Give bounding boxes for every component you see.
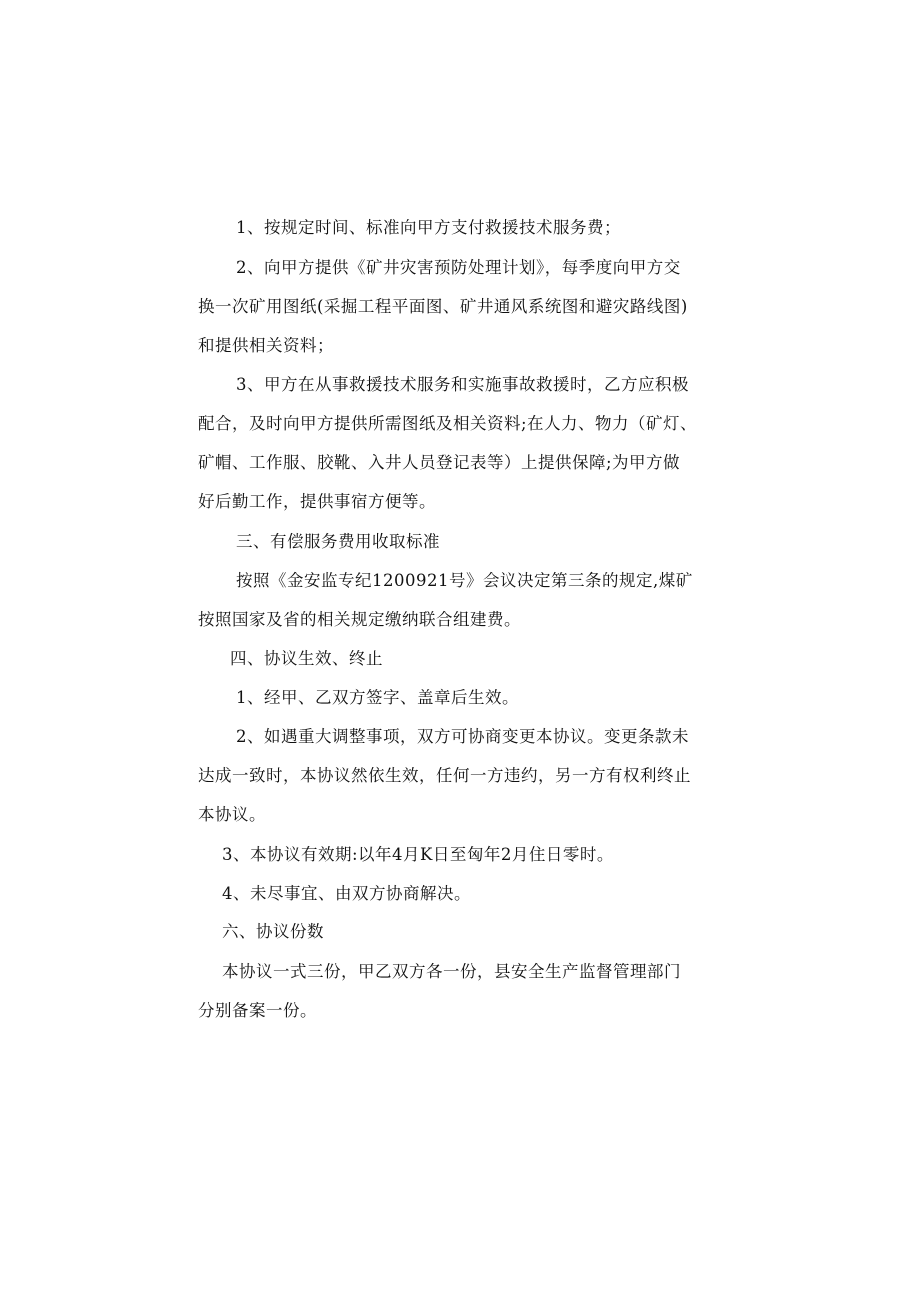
- section-heading: 三、有偿服务费用收取标准: [236, 532, 440, 551]
- paragraph-line: 4、未尽事宜、由双方协商解决。: [222, 884, 471, 903]
- section-heading: 六、协议份数: [222, 922, 324, 941]
- paragraph-line: 1、按规定时间、标准向甲方支付救援技术服务费；: [236, 218, 621, 237]
- paragraph-line: 1、经甲、乙双方签字、盖章后生效。: [236, 688, 519, 707]
- paragraph-line: 2、如遇重大调整事项，双方可协商变更本协议。变更条款未: [236, 727, 689, 746]
- paragraph-line: 2、向甲方提供《矿井灾害预防处理计划》，每季度向甲方交: [236, 258, 681, 277]
- paragraph-line: 本协议。: [198, 805, 266, 824]
- section-heading: 四、协议生效、终止: [230, 649, 383, 668]
- paragraph-line: 分别备案一份。: [198, 1001, 317, 1020]
- paragraph-line: 换一次矿用图纸(采掘工程平面图、矿井通风系统图和避灾路线图): [198, 297, 688, 316]
- paragraph-line: 矿帽、工作服、胶靴、入井人员登记表等）上提供保障;为甲方做: [198, 453, 681, 472]
- paragraph-line: 达成一致时，本协议然依生效，任何一方违约，另一方有权利终止: [198, 766, 691, 785]
- paragraph-line: 3、本协议有效期:以年4月K日至匈年2月住日零时。: [222, 845, 614, 864]
- paragraph-line: 3、甲方在从事救援技术服务和实施事故救援时，乙方应积极: [236, 375, 689, 394]
- paragraph-line: 本协议一式三份，甲乙双方各一份，县安全生产监督管理部门: [222, 962, 681, 981]
- paragraph-line: 配合，及时向甲方提供所需图纸及相关资料;在人力、物力（矿灯、: [198, 414, 698, 433]
- paragraph-line: 按照国家及省的相关规定缴纳联合组建费。: [198, 610, 521, 629]
- paragraph-line: 和提供相关资料；: [198, 336, 334, 355]
- paragraph-line: 按照《金安监专纪1200921号》会议决定第三条的规定,煤矿: [236, 571, 693, 590]
- paragraph-line: 好后勤工作，提供事宿方便等。: [198, 492, 436, 511]
